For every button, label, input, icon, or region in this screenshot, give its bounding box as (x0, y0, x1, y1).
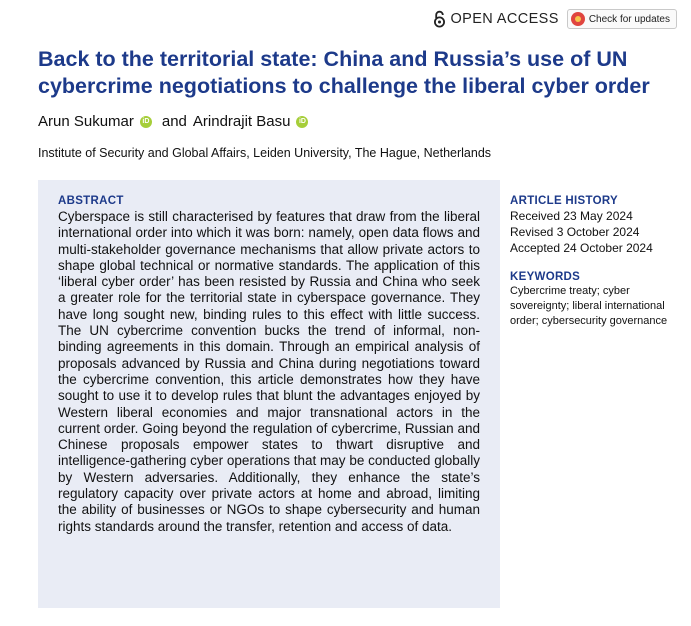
affiliation: Institute of Security and Global Affairs, Leiden University, The Hague, Netherlands (38, 146, 492, 160)
author-joiner: and (161, 113, 187, 130)
check-for-updates-label: Check for updates (588, 13, 670, 25)
author-name[interactable]: Arindrajit Basu (192, 113, 291, 130)
revised-date: Revised 3 October 2024 (510, 225, 640, 239)
check-for-updates-button[interactable] (567, 9, 677, 29)
crossmark-icon (571, 12, 585, 26)
article-history-heading: ARTICLE HISTORY (510, 195, 619, 207)
keywords-list: Cybercrime treaty; cyber sovereignty; liberal international order; cybersecurity governance (510, 285, 668, 327)
accepted-date: Accepted 24 October 2024 (510, 241, 653, 255)
open-access-label: OPEN ACCESS (450, 11, 559, 27)
abstract-box (38, 180, 500, 608)
received-date: Received 23 May 2024 (510, 209, 633, 223)
orcid-icon[interactable]: iD (140, 116, 152, 128)
open-access-badge[interactable] (433, 10, 558, 28)
article-sidebar (510, 194, 680, 329)
abstract-heading: ABSTRACT (58, 195, 124, 207)
article-title: Back to the territorial state: China and Russia’s use of UN cybercrime negotiations to challenge the liberal cyber order (38, 47, 650, 98)
open-access-lock-icon (433, 10, 446, 28)
orcid-icon[interactable]: iD (296, 116, 308, 128)
author-line (38, 113, 318, 130)
keywords-heading: KEYWORDS (510, 271, 581, 283)
author-name[interactable]: Arun Sukumar (38, 113, 134, 130)
abstract-text: Cyberspace is still characterised by features that draw from the liberal international order into which it was born: namely, open data flows and multi-stakeholder governance mechanisms that allow private actors to shape global technical or normative standards. The application of this ‘liberal cyber order’ has been resisted by Russia and China who seek a greater role for the territorial state in cyberspace governance. They have long sought new, binding rules to this effect with little success. The UN cybercrime convention bucks the trend of informal, non-binding agreements in this domain. Through an empirical analysis of proposals advanced by Russia and China during negotiations toward the cybercrime convention, this article demonstrates how they have sought to use it to develop rules that blunt the advantages enjoyed by Western liberal economies and major transnational actors in the current order. Going beyond the regulation of cybercrime, Russian and Chinese proposals empower states to thwart disruptive and intelligence-gathering cyber operations that may be conducted globally by Western adversaries. Additionally, they enhance the state’s regulatory capacity over private actors at home and abroad, limiting the ability of businesses or NGOs to shape cybersecurity and human rights standards around the transfer, retention and access of data. (58, 209, 480, 534)
top-bar (433, 8, 677, 30)
